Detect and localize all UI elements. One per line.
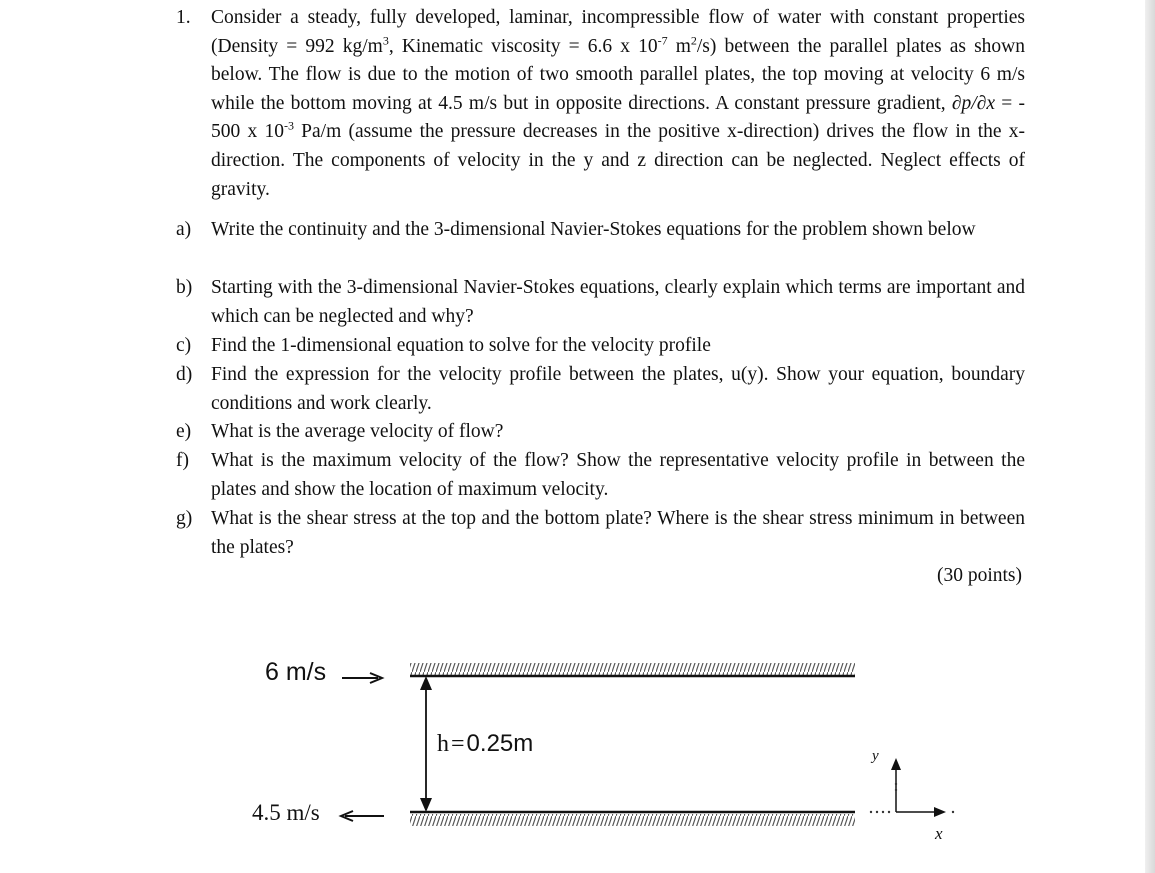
page-edge-shadow bbox=[1145, 0, 1155, 873]
x-axis-arrowhead bbox=[934, 807, 946, 817]
part-a-text: Write the continuity and the 3-dimensional Navier-Stokes equations for the problem shown below bbox=[211, 219, 976, 240]
part-e-label: e) bbox=[176, 421, 192, 442]
problem-statement: Consider a steady, fully developed, laminar, incompressible flow of water with constant properties (Density = 992 $kg/m^3$, Kinematic viscosity = 6.6 x $10^{-7}$ $m^2/s$) between the parallel plates as shown below. The flow is due to the motion of two smooth parallel plates, the top moving at velocity 6 m/s while the bottom moving at 4.5 m/s but in opposite directions. A constant pressure gradient, ∂p/∂x = - 500 x $10^{-3}$ Pa/m (assume the pressure decreases in the positive x-direction) drives the flow in the x-direction. The components of velocity in the y and z direction can be neglected. Neglect effects of gravity. bbox=[211, 7, 1026, 200]
part-d-text: Find the expression for the velocity profile between the plates, u(y). Show your equation, boundary conditions and work clearly. bbox=[211, 364, 1025, 414]
bottom-plate-hatching bbox=[410, 814, 855, 826]
part-f-text: What is the maximum velocity of the flow? Show the representative velocity profile in between the plates and show the location of maximum velocity. bbox=[211, 450, 1025, 500]
bottom-velocity-label: 4.5 m/s bbox=[252, 800, 320, 825]
height-arrowhead-bottom bbox=[420, 798, 432, 812]
part-e-text: What is the average velocity of flow? bbox=[211, 421, 504, 442]
top-velocity-label: 6 m/s bbox=[265, 658, 327, 686]
part-a-label: a) bbox=[176, 219, 192, 240]
part-b-text: Starting with the 3-dimensional Navier-Stokes equations, clearly explain which terms are important and which can be neglected and why? bbox=[211, 277, 1025, 327]
part-d-label: d) bbox=[176, 364, 193, 385]
x-axis-label: x bbox=[935, 824, 943, 843]
y-axis-label: y bbox=[872, 748, 879, 764]
part-c-label: c) bbox=[176, 335, 192, 356]
part-b-label: b) bbox=[176, 277, 193, 298]
gap-height-label: h=0.25m bbox=[437, 730, 534, 757]
y-axis-arrowhead bbox=[891, 758, 901, 770]
part-g-label: g) bbox=[176, 508, 193, 529]
height-arrowhead-top bbox=[420, 676, 432, 690]
top-plate-hatching bbox=[410, 663, 855, 675]
part-c-text: Find the 1-dimensional equation to solve for the velocity profile bbox=[211, 335, 711, 356]
part-g-text: What is the shear stress at the top and the bottom plate? Where is the shear stress minimum in between the plates? bbox=[211, 508, 1025, 558]
part-f-label: f) bbox=[176, 450, 189, 471]
problem-number: 1. bbox=[176, 7, 191, 28]
points-label: (30 points) bbox=[936, 565, 1022, 586]
